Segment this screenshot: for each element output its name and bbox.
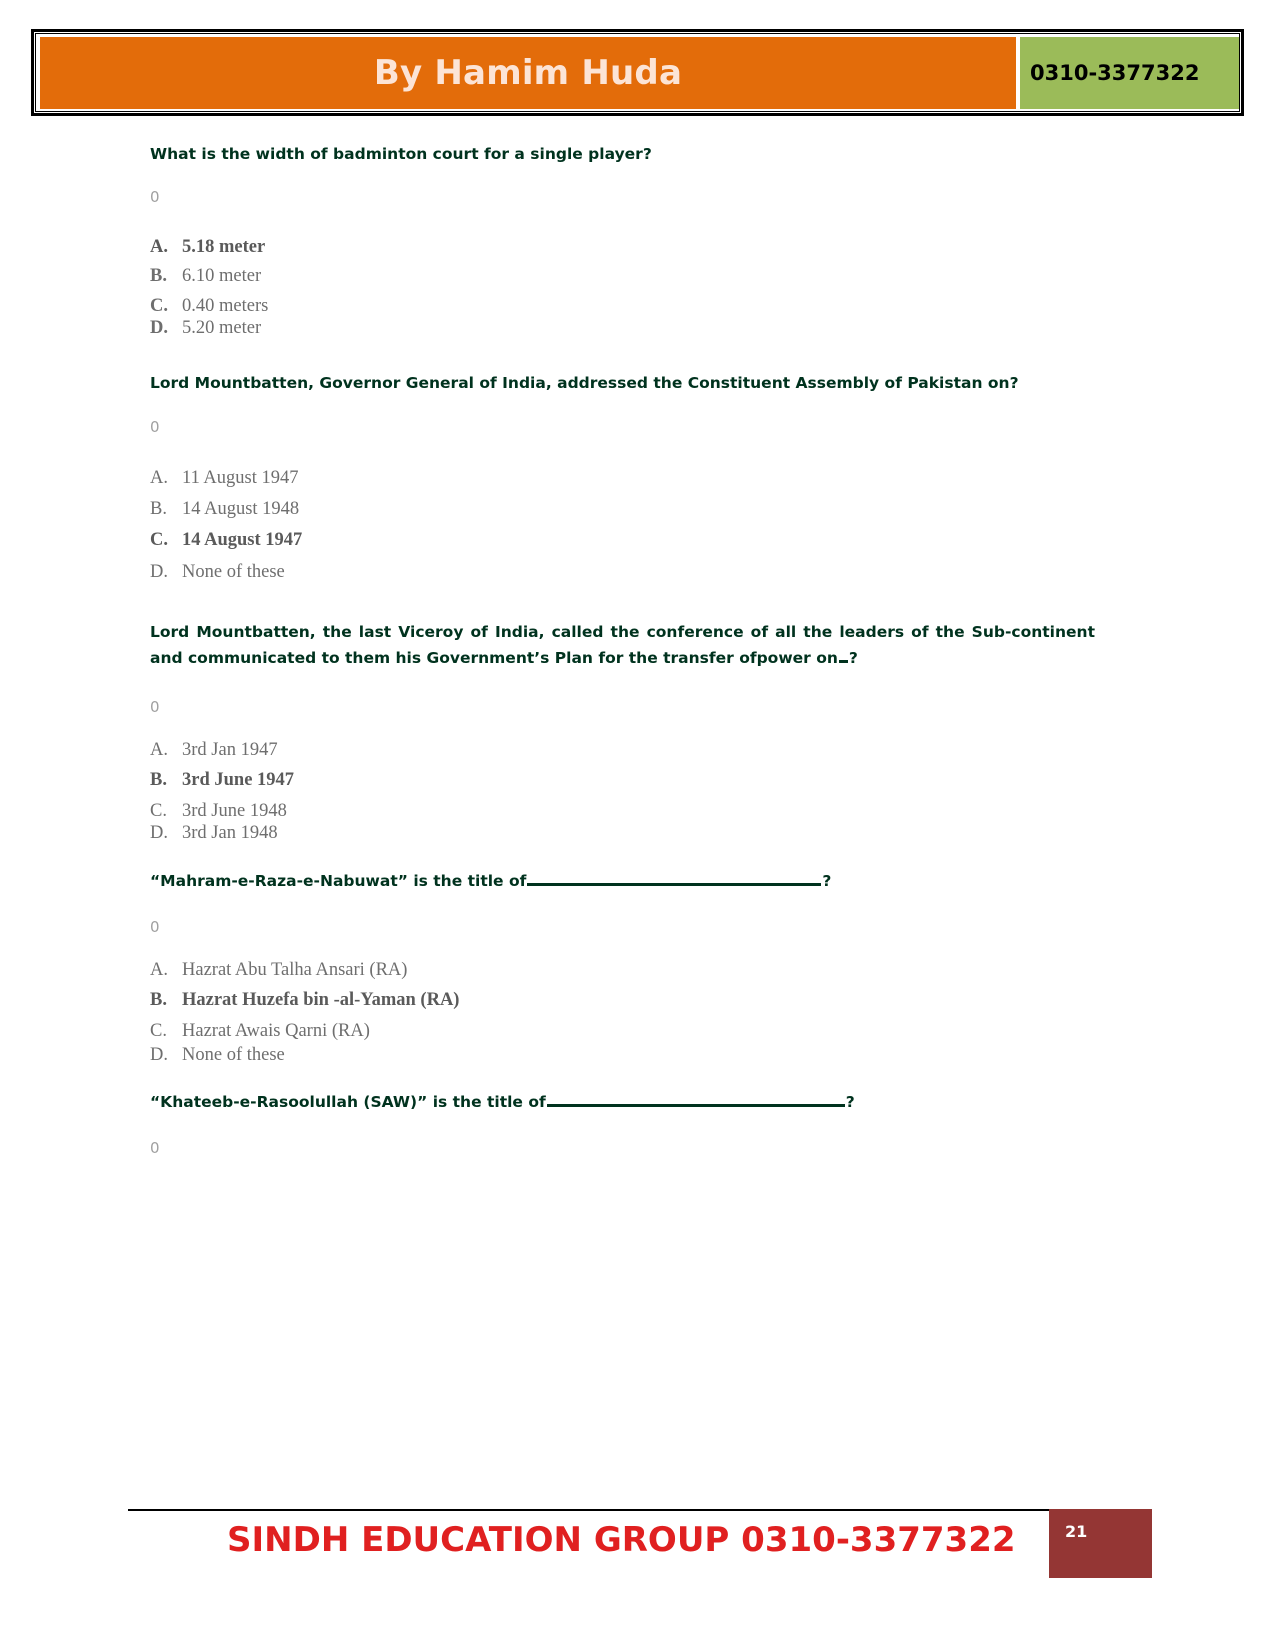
question-2-option-c bbox=[150, 530, 302, 551]
question-3-option-b bbox=[150, 770, 294, 791]
option-letter: A. bbox=[150, 960, 168, 980]
option-text: None of these bbox=[182, 1045, 285, 1065]
question-3-option-a bbox=[150, 740, 278, 761]
question-2-option-b bbox=[150, 499, 299, 520]
question-5-text bbox=[150, 1089, 855, 1115]
question-2-option-a bbox=[150, 468, 299, 489]
option-letter: C. bbox=[150, 530, 168, 550]
option-text: 14 August 1948 bbox=[182, 499, 300, 519]
option-letter: B. bbox=[150, 499, 167, 519]
question-5-end: ? bbox=[845, 1093, 855, 1111]
header-title: By Hamim Huda bbox=[373, 53, 683, 93]
question-4-body: “Mahram-e-Raza-e-Nabuwat” is the title of bbox=[150, 872, 527, 890]
option-letter: C. bbox=[150, 801, 167, 821]
option-text: 11 August 1947 bbox=[182, 468, 299, 488]
question-1-option-b bbox=[150, 266, 261, 287]
option-text: 3rd June 1947 bbox=[182, 770, 295, 790]
question-2-answer-placeholder: 0 bbox=[150, 418, 160, 436]
option-letter: D. bbox=[150, 1045, 168, 1065]
option-text: 5.18 meter bbox=[182, 237, 266, 257]
question-4-option-a bbox=[150, 960, 407, 981]
question-3-answer-placeholder: 0 bbox=[150, 698, 160, 716]
answer-blank bbox=[839, 660, 848, 663]
question-1-option-c bbox=[150, 296, 268, 317]
footer-text: SINDH EDUCATION GROUP 0310-3377322 bbox=[227, 1520, 1016, 1560]
question-1-option-a bbox=[150, 237, 265, 258]
question-3-body: Lord Mountbatten, the last Viceroy of India, called the conference of all the leaders of the Sub-continent and communicated to them his Government’s Plan for the transfer ofpower on bbox=[150, 623, 1095, 667]
question-4-end: ? bbox=[822, 872, 832, 890]
question-4-option-d bbox=[150, 1045, 285, 1066]
header-phone-box bbox=[1020, 37, 1239, 109]
question-5-body: “Khateeb-e-Rasoolullah (SAW)” is the title of bbox=[150, 1093, 546, 1111]
option-text: Hazrat Awais Qarni (RA) bbox=[182, 1021, 370, 1041]
question-3-option-c bbox=[150, 801, 287, 822]
option-letter: B. bbox=[150, 990, 167, 1010]
option-text: None of these bbox=[182, 562, 285, 582]
option-text: 3rd June 1948 bbox=[182, 801, 287, 821]
option-text: 3rd Jan 1948 bbox=[182, 823, 278, 843]
question-4-option-b bbox=[150, 990, 459, 1011]
option-text: 6.10 meter bbox=[182, 266, 262, 286]
option-text: 5.20 meter bbox=[182, 318, 262, 338]
question-5-answer-placeholder: 0 bbox=[150, 1139, 160, 1157]
question-3-text bbox=[150, 619, 1095, 671]
header-phone: 0310-3377322 bbox=[1030, 61, 1200, 85]
question-4-text bbox=[150, 868, 831, 894]
header-title-box bbox=[40, 37, 1016, 109]
question-1-text: What is the width of badminton court for a single player? bbox=[150, 145, 652, 163]
page-number: 21 bbox=[1065, 1522, 1088, 1541]
answer-blank bbox=[547, 1104, 845, 1107]
question-3-end: ? bbox=[848, 649, 858, 667]
header-banner bbox=[31, 29, 1244, 116]
footer-divider bbox=[128, 1509, 1051, 1511]
option-text: 0.40 meters bbox=[182, 296, 269, 316]
question-4-option-c bbox=[150, 1021, 370, 1042]
option-letter: A. bbox=[150, 237, 168, 257]
option-letter: C. bbox=[150, 296, 168, 316]
option-letter: D. bbox=[150, 318, 168, 338]
option-text: Hazrat Abu Talha Ansari (RA) bbox=[182, 960, 408, 980]
option-text: 14 August 1947 bbox=[182, 530, 303, 550]
question-2-text: Lord Mountbatten, Governor General of India, addressed the Constituent Assembly of Pakistan on? bbox=[150, 374, 1019, 392]
option-text: 3rd Jan 1947 bbox=[182, 740, 278, 760]
option-letter: A. bbox=[150, 468, 168, 488]
question-3-option-d bbox=[150, 823, 278, 844]
option-letter: D. bbox=[150, 823, 168, 843]
question-1-option-d bbox=[150, 318, 261, 339]
question-4-answer-placeholder: 0 bbox=[150, 918, 160, 936]
option-letter: C. bbox=[150, 1021, 167, 1041]
option-letter: B. bbox=[150, 770, 167, 790]
option-letter: A. bbox=[150, 740, 168, 760]
question-2-option-d bbox=[150, 562, 285, 583]
option-text: Hazrat Huzefa bin -al-Yaman (RA) bbox=[182, 990, 460, 1010]
answer-blank bbox=[527, 883, 821, 886]
question-1-answer-placeholder: 0 bbox=[150, 188, 160, 206]
option-letter: D. bbox=[150, 562, 168, 582]
option-letter: B. bbox=[150, 266, 167, 286]
page-number-box bbox=[1049, 1509, 1152, 1578]
